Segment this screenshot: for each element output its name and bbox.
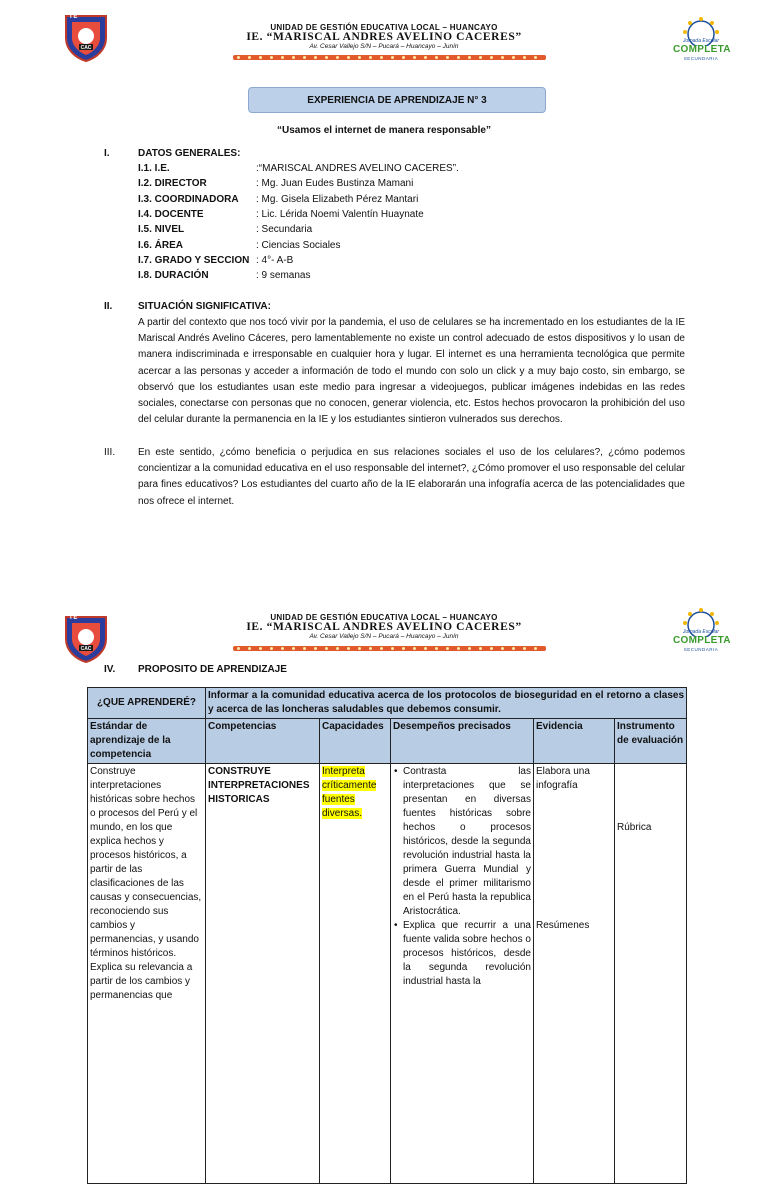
bead-dot — [391, 647, 394, 650]
completa-text: COMPLETA — [673, 44, 731, 55]
school-address-2: Av. Cesar Vallejo S/N – Pucará – Huancayo – Junín — [309, 633, 459, 640]
capacidad-highlight: Interpreta críticamente fuentes diversas. — [322, 766, 377, 819]
bead-dot — [248, 56, 251, 59]
bead-dot — [336, 56, 339, 59]
proposito-heading: PROPOSITO DE APRENDIZAJE — [138, 664, 287, 675]
bead-dot — [347, 647, 350, 650]
datos-label: I.7. GRADO Y SECCION — [138, 254, 250, 266]
bead-dot — [457, 647, 460, 650]
bead-dot — [490, 56, 493, 59]
table-header-row — [88, 719, 687, 764]
bead-dot — [369, 647, 372, 650]
secundaria-text-2: SECUNDARIA — [683, 647, 719, 652]
ugel-heading: UNIDAD DE GESTIÓN EDUCATIVA LOCAL – HUANCAYO — [270, 23, 498, 32]
experience-title: EXPERIENCIA DE APRENDIZAJE N° 3 — [307, 94, 487, 106]
jornada-script-text-2: Jornada Escolar — [682, 629, 720, 635]
header-evidencia: Evidencia — [534, 719, 615, 764]
capacidad-cell — [320, 764, 391, 1184]
reto-paragraph: En este sentido, ¿cómo beneficia o perjudica en sus relaciones sociales el uso de los celulares?, ¿cómo podemos concientizar a la comunidad educativa en el uso responsable del internet?, ¿Cómo promover el uso responsable del celular para fines educativos? Los estudiantes del cuarto año de la IE elaborarán una infografía acerca de las potencialidades que nos ofrece el internet. — [138, 447, 685, 507]
bead-dot — [523, 56, 526, 59]
datos-value: : Mg. Gisela Elizabeth Pérez Mantari — [256, 193, 419, 205]
decorative-bead-bar-2 — [233, 646, 546, 651]
bead-dot — [303, 56, 306, 59]
situacion-heading: SITUACIÓN SIGNIFICATIVA: — [138, 301, 271, 312]
evidencia-resumenes: Resúmenes — [536, 920, 590, 931]
datos-label: I.1. I.E. — [138, 163, 170, 174]
bead-dot — [424, 56, 427, 59]
datos-value: : 4°- A-B — [256, 254, 294, 266]
evidencia-cell — [534, 764, 615, 1184]
datos-label: I.4. DOCENTE — [138, 208, 204, 220]
jornada-script-text: Jornada Escolar — [682, 38, 720, 44]
bead-dot — [314, 56, 317, 59]
school-name-heading-2: IE. “MARISCAL ANDRES AVELINO CACERES” — [246, 621, 522, 633]
bead-dot — [479, 56, 482, 59]
bead-dot — [391, 56, 394, 59]
bead-dot — [523, 647, 526, 650]
bead-dot — [446, 56, 449, 59]
bead-dot — [336, 647, 339, 650]
desempeno-item: • Contrasta las interpretaciones que se presentan en diversas fuentes históricas sobre hechos o procesos históricos, desde la segunda revolución industrial hasta la primera Guerra Mundial y desde el primer militarismo en el Perú hasta la republica Aristocrática. — [403, 765, 531, 919]
bead-dot — [380, 647, 383, 650]
situacion-paragraph: A partir del contexto que nos tocó vivir por la pandemia, el uso de celulares se ha incrementado en los estudiantes de la IE Mariscal Andrés Avelino Cáceres, pero lamentablemente no existe un control adecuado de estos dispositivos y lo usan de manera indiscriminada e irresponsable en cualquier hora y lugar. El internet es una herramienta tecnológica que permite acercar a las personas y acceder a información de todo el mundo con solo un click y a muy bajo costo, sin embargo, se observó que los estudiantes usan este medio para ingresar a videojuegos, publicar imágenes indebidas en las redes sociales, conectarse con personas que no conocen, generar violencia, etc. Estos hechos provocaron la prohibición del uso del celular durante la permanencia en la IE y los estudiantes sintieron vulnerados sus derechos. — [138, 317, 685, 426]
crest-caption-2: CAC — [80, 646, 92, 652]
bead-dot — [259, 647, 262, 650]
estandar-cell: Construye interpretaciones históricas sobre hechos o procesos del Perú y el mundo, en los que explica hechos y procesos históricos, a partir de las clasificaciones de las causas y consecuencias, reconociendo sus cambios y permanencias, y usando términos históricos. Explica su relevancia a partir de los cambios y permanencias que — [88, 764, 206, 1184]
header-estandar: Estándar de aprendizaje de la competencia — [88, 719, 206, 764]
bead-dot — [347, 56, 350, 59]
bead-dot — [512, 56, 515, 59]
datos-value: : 9 semanas — [256, 270, 311, 282]
bead-dot — [435, 56, 438, 59]
bead-dot — [413, 647, 416, 650]
secundaria-text: SECUNDARIA — [683, 56, 719, 61]
crest-top-letters: I E — [70, 14, 78, 20]
bead-dot — [534, 647, 537, 650]
evidencia-infografia: Elabora una infografía — [536, 766, 590, 791]
datos-label: I.6. ÁREA — [138, 239, 184, 251]
bead-dot — [237, 647, 240, 650]
datos-value: : Ciencias Sociales — [256, 239, 341, 251]
bead-dot — [468, 56, 471, 59]
bead-dot — [292, 56, 295, 59]
datos-label: I.5. NIVEL — [138, 224, 185, 236]
bead-dot — [325, 647, 328, 650]
que-aprendere-text: Informar a la comunidad educativa acerca de los protocolos de bioseguridad en el retorno a clases y acerca de las loncheras saludables que debemos consumir. — [206, 688, 687, 719]
bead-dot — [424, 647, 427, 650]
bead-dot — [270, 56, 273, 59]
bead-dot — [369, 56, 372, 59]
ugel-heading-2: UNIDAD DE GESTIÓN EDUCATIVA LOCAL – HUANCAYO — [270, 613, 498, 622]
bead-dot — [501, 56, 504, 59]
bead-dot — [237, 56, 240, 59]
bead-dot — [402, 56, 405, 59]
bead-dot — [248, 647, 251, 650]
competencia-cell: CONSTRUYE INTERPRETACIONES HISTORICAS — [206, 764, 320, 1184]
bead-dot — [259, 56, 262, 59]
crest-caption: CAC — [80, 45, 92, 51]
bead-dot — [380, 56, 383, 59]
experience-subtitle: “Usamos el internet de manera responsable” — [277, 125, 491, 136]
section-numeral-iii: III. — [104, 447, 116, 458]
section-numeral-iv: IV. — [104, 664, 116, 675]
bead-dot — [512, 647, 515, 650]
bead-dot — [281, 56, 284, 59]
bead-dot — [358, 56, 361, 59]
bead-dot — [435, 647, 438, 650]
completa-text-2: COMPLETA — [673, 635, 731, 646]
header-instrumento: Instrumento de evaluación — [615, 719, 687, 764]
bead-dot — [501, 647, 504, 650]
desempeno-item: • Explica que recurrir a una fuente valida sobre hechos o procesos históricos, desde la segunda revolución industrial hasta la — [403, 919, 531, 989]
section-numeral-ii: II. — [104, 301, 113, 312]
school-name-heading: IE. “MARISCAL ANDRES AVELINO CACERES” — [246, 31, 522, 43]
que-aprendere-row — [88, 688, 687, 719]
bead-dot — [468, 647, 471, 650]
header-competencias: Competencias — [206, 719, 320, 764]
learning-purpose-table — [87, 687, 687, 1184]
crest-top-letters-2: I E — [70, 615, 78, 621]
bead-dot — [446, 647, 449, 650]
que-aprendere-label: ¿QUE APRENDERÉ? — [88, 688, 206, 719]
bead-dot — [281, 647, 284, 650]
datos-generales-heading: DATOS GENERALES: — [138, 148, 241, 159]
datos-value: : Secundaria — [256, 224, 313, 236]
bead-dot — [358, 647, 361, 650]
datos-value: : Mg. Juan Eudes Bustinza Mamani — [256, 178, 414, 190]
bead-dot — [292, 647, 295, 650]
datos-label: I.8. DURACIÓN — [138, 270, 209, 282]
bead-dot — [457, 56, 460, 59]
bead-dot — [479, 647, 482, 650]
datos-value: :“MARISCAL ANDRES AVELINO CACERES”. — [256, 163, 459, 174]
experience-title-box — [248, 87, 546, 113]
header-capacidades: Capacidades — [320, 719, 391, 764]
table-row — [88, 764, 687, 1184]
bead-dot — [402, 647, 405, 650]
datos-value: : Lic. Lérida Noemi Valentín Huaynate — [256, 208, 424, 220]
jornada-completa-logo-2 — [673, 607, 729, 655]
datos-label: I.2. DIRECTOR — [138, 178, 207, 190]
decorative-bead-bar — [233, 55, 546, 60]
bead-dot — [303, 647, 306, 650]
bead-dot — [490, 647, 493, 650]
header-desempenos: Desempeños precisados — [391, 719, 534, 764]
instrumento-cell — [615, 764, 687, 1184]
bead-dot — [270, 647, 273, 650]
jornada-completa-logo — [673, 16, 729, 64]
instrumento-rubrica: Rúbrica — [617, 822, 652, 833]
bead-dot — [413, 56, 416, 59]
bead-dot — [314, 647, 317, 650]
desempenos-cell — [391, 764, 534, 1184]
bead-dot — [325, 56, 328, 59]
section-numeral-i: I. — [104, 148, 110, 159]
school-address: Av. Cesar Vallejo S/N – Pucará – Huancayo – Junín — [309, 43, 459, 50]
datos-label: I.3. COORDINADORA — [138, 193, 239, 205]
bead-dot — [534, 56, 537, 59]
